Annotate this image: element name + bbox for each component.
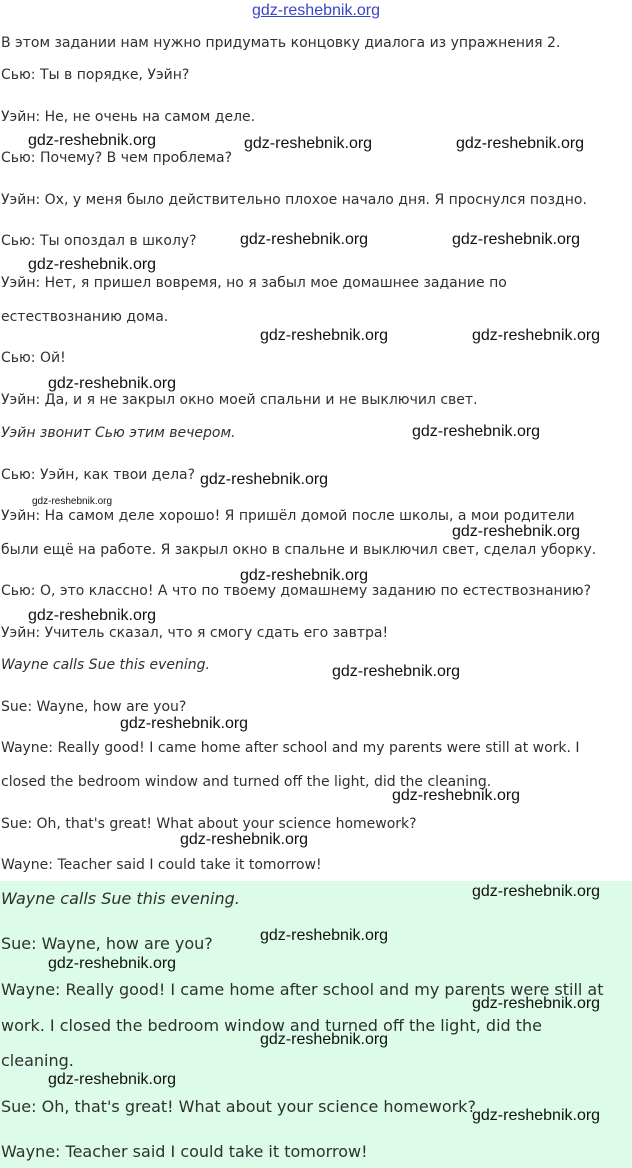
dialogue-line: естествознанию дома. (1, 309, 169, 325)
watermark: gdz-reshebnik.org (332, 663, 461, 680)
watermark: gdz-reshebnik.org (260, 327, 389, 344)
scene-heading: Wayne calls Sue this evening. (1, 889, 240, 908)
dialogue-line: Уэйн: Не, не очень на самом деле. (1, 109, 256, 125)
dialogue-line: Уэйн: Нет, я пришел вовремя, но я забыл мое домашнее задание по (1, 275, 507, 291)
dialogue-line: Sue: Oh, that's great! What about your science homework? (1, 1097, 476, 1116)
dialogue-line: Сью: О, это классно! А что по твоему домашнему заданию по естествознанию? (1, 583, 592, 599)
dialogue-line: Уэйн: Учитель сказал, что я смогу сдать его завтра! (1, 625, 389, 641)
scene-heading: Уэйн звонит Сью этим вечером. (1, 425, 236, 441)
dialogue-line: Сью: Почему? В чем проблема? (1, 150, 233, 166)
watermark: gdz-reshebnik.org (472, 883, 601, 900)
dialogue-line: Wayne: Really good! I came home after school and my parents were still at work. I (1, 740, 580, 756)
watermark: gdz-reshebnik.org (244, 135, 373, 152)
dialogue-line: Сью: Уэйн, как твои дела? (1, 467, 196, 483)
watermark: gdz-reshebnik.org (472, 1107, 601, 1124)
watermark: gdz-reshebnik.org (452, 231, 581, 248)
watermark: gdz-reshebnik.org (472, 327, 601, 344)
watermark: gdz-reshebnik.org (28, 607, 157, 624)
dialogue-line: Wayne: Teacher said I could take it tomorrow! (1, 1142, 368, 1161)
site-link[interactable]: gdz-reshebnik.org (251, 2, 381, 19)
dialogue-line: были ещё на работе. Я закрыл окно в спальне и выключил свет, сделал уборку. (1, 542, 597, 558)
dialogue-line: closed the bedroom window and turned off the light, did the cleaning. (1, 774, 492, 790)
watermark: gdz-reshebnik.org (48, 1071, 177, 1088)
dialogue-line: Wayne: Really good! I came home after school and my parents were still at (1, 980, 604, 999)
watermark: gdz-reshebnik.org (28, 132, 157, 149)
watermark: gdz-reshebnik.org (120, 715, 249, 732)
watermark: gdz-reshebnik.org (48, 375, 177, 392)
watermark: gdz-reshebnik.org (240, 567, 369, 584)
dialogue-line: Сью: Ты опоздал в школу? (1, 233, 197, 249)
dialogue-line: Sue: Wayne, how are you? (1, 699, 187, 715)
watermark: gdz-reshebnik.org (180, 831, 309, 848)
watermark: gdz-reshebnik.org (412, 423, 541, 440)
watermark: gdz-reshebnik.org (260, 927, 389, 944)
watermark: gdz-reshebnik.org (472, 995, 601, 1012)
watermark: gdz-reshebnik.org (456, 135, 585, 152)
dialogue-line: Sue: Oh, that's great! What about your science homework? (1, 816, 417, 832)
dialogue-line: work. I closed the bedroom window and turned off the light, did the (1, 1016, 543, 1035)
dialogue-line: Уэйн: Да, и я не закрыл окно моей спальни и не выключил свет. (1, 392, 478, 408)
dialogue-line: Уэйн: Ох, у меня было действительно плохое начало дня. Я проснулся поздно. (1, 192, 587, 208)
watermark: gdz-reshebnik.org (452, 523, 581, 540)
dialogue-line: Сью: Ты в порядке, Уэйн? (1, 67, 190, 83)
dialogue-line: Уэйн: На самом деле хорошо! Я пришёл домой после школы, а мои родители (1, 508, 575, 524)
watermark: gdz-reshebnik.org (260, 1031, 389, 1048)
watermark: gdz-reshebnik.org (200, 471, 329, 488)
watermark: gdz-reshebnik.org (240, 231, 369, 248)
watermark: gdz-reshebnik.org (32, 496, 113, 507)
dialogue-line: Wayne: Teacher said I could take it tomorrow! (1, 857, 322, 873)
dialogue-line: cleaning. (1, 1051, 74, 1070)
intro-text: В этом задании нам нужно придумать концовку диалога из упражнения 2. (1, 35, 561, 51)
dialogue-line: Сью: Ой! (1, 350, 66, 366)
dialogue-line: Sue: Wayne, how are you? (1, 934, 213, 953)
scene-heading: Wayne calls Sue this evening. (1, 657, 210, 673)
watermark: gdz-reshebnik.org (28, 256, 157, 273)
watermark: gdz-reshebnik.org (392, 787, 521, 804)
watermark: gdz-reshebnik.org (48, 955, 177, 972)
